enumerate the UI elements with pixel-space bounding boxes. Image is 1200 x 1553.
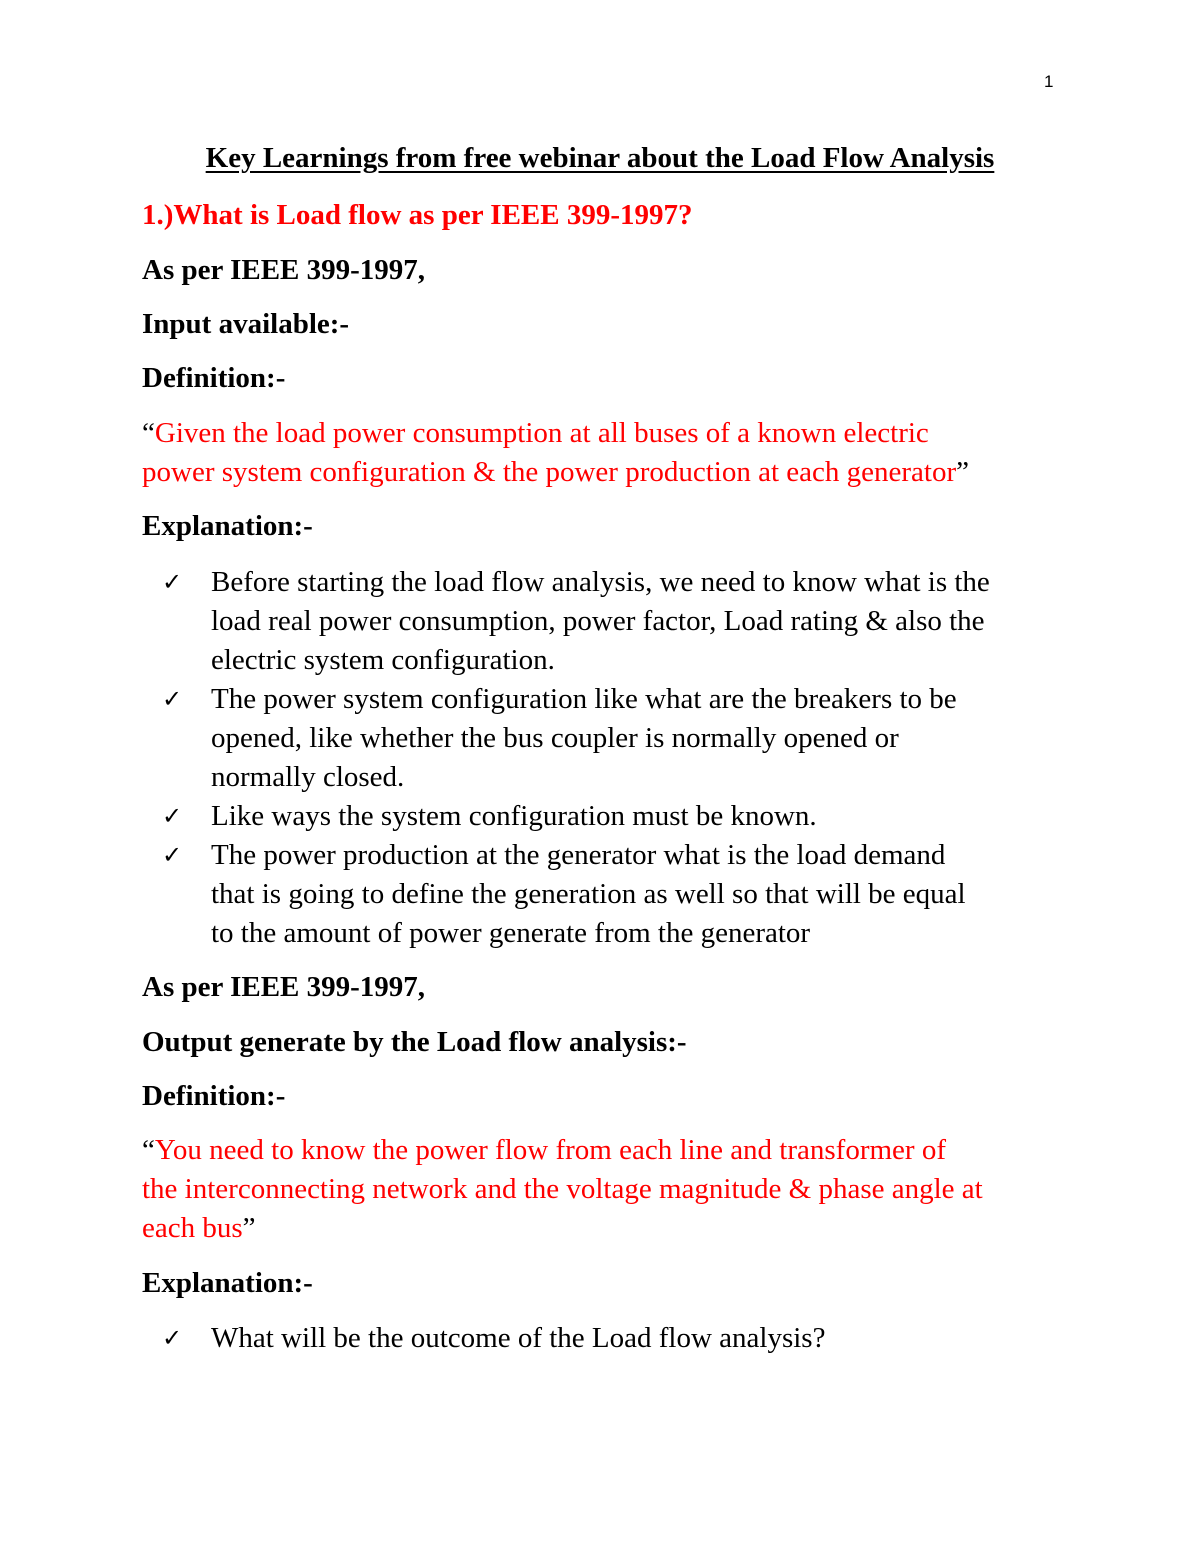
explanation-label: Explanation:- [142, 1267, 313, 1299]
list-item-line: normally closed. [211, 761, 405, 793]
check-icon: ✓ [162, 568, 183, 596]
list-item-line: Before starting the load flow analysis, we need to know what is the [211, 566, 990, 598]
input-available-label: Input available:- [142, 308, 350, 340]
list-item [142, 680, 990, 797]
output-label: Output generate by the Load flow analysis:- [142, 1026, 687, 1058]
list-item [142, 797, 990, 836]
quote-close: ” [242, 1212, 256, 1244]
list-item-line: load real power consumption, power factor, Load rating & also the [211, 605, 985, 637]
list-item-line: What will be the outcome of the Load flow analysis? [211, 1322, 826, 1354]
quote-open: “ [142, 1134, 155, 1166]
list-item-line: Like ways the system configuration must be known. [211, 800, 817, 832]
check-icon: ✓ [162, 685, 183, 713]
quote-close: ” [956, 456, 970, 488]
quote-open: “ [142, 417, 155, 449]
definition-quote [142, 1131, 983, 1248]
definition-label: Definition:- [142, 1080, 286, 1112]
quote-line: Given the load power consumption at all buses of a known electric [154, 417, 929, 449]
explanation-list [142, 563, 990, 953]
definition-label: Definition:- [142, 362, 286, 394]
list-item-line: The power system configuration like what are the breakers to be [211, 683, 957, 715]
page-number: 1 [1044, 72, 1054, 91]
section-heading: 1.)What is Load flow as per IEEE 399-1997? [142, 199, 693, 231]
check-icon: ✓ [162, 1324, 183, 1352]
document-title: Key Learnings from free webinar about the Load Flow Analysis [205, 142, 995, 174]
list-item-line: to the amount of power generate from the generator [211, 917, 811, 949]
check-icon: ✓ [162, 841, 183, 869]
explanation-label: Explanation:- [142, 510, 313, 542]
definition-quote [142, 414, 969, 492]
quote-line: the interconnecting network and the voltage magnitude & phase angle at [142, 1173, 983, 1205]
as-per-label: As per IEEE 399-1997, [142, 254, 426, 286]
list-item [142, 1319, 825, 1358]
quote-line: You need to know the power flow from each line and transformer of [154, 1134, 946, 1166]
list-item-line: electric system configuration. [211, 644, 555, 676]
quote-line: power system configuration & the power production at each generator [142, 456, 957, 488]
as-per-label: As per IEEE 399-1997, [142, 971, 426, 1003]
list-item-line: The power production at the generator what is the load demand [211, 839, 946, 871]
explanation-list [142, 1319, 825, 1358]
list-item [142, 563, 990, 680]
list-item-line: that is going to define the generation as well so that will be equal [211, 878, 966, 910]
list-item-line: opened, like whether the bus coupler is normally opened or [211, 722, 899, 754]
list-item [142, 836, 990, 953]
quote-line: each bus [142, 1212, 243, 1244]
check-icon: ✓ [162, 802, 183, 830]
